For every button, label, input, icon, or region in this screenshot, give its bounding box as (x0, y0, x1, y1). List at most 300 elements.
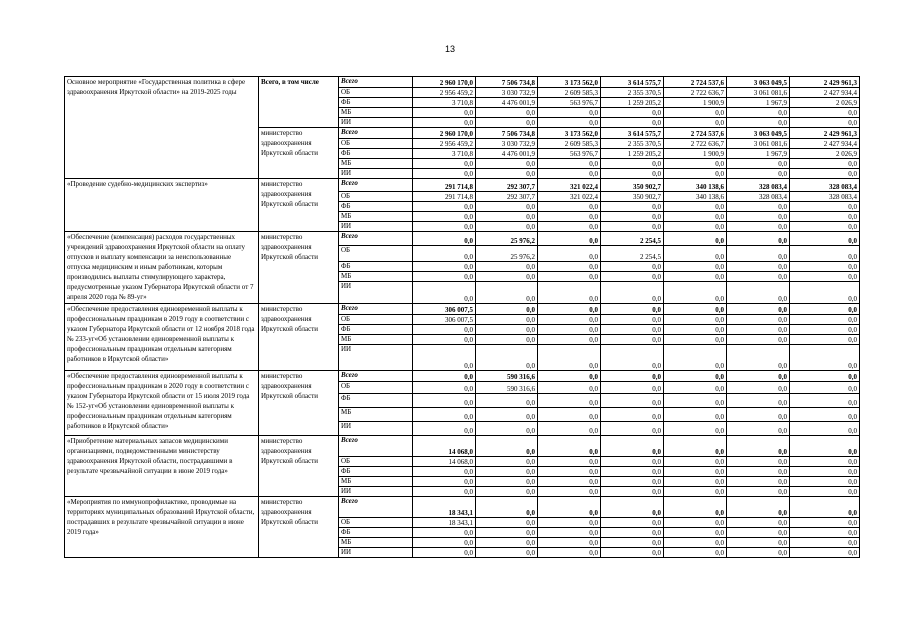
amount-cell: 3 173 562,0 (538, 128, 601, 139)
amount-cell: 0,0 (727, 538, 790, 548)
amount-cell: 0,0 (601, 202, 664, 212)
amount-cell: 0,0 (476, 422, 538, 436)
amount-cell: 0,0 (664, 232, 727, 246)
funding-source: ФБ (339, 325, 413, 335)
funding-source: МБ (339, 159, 413, 169)
amount-cell: 0,0 (413, 487, 476, 497)
amount-cell: 0,0 (413, 169, 476, 179)
table-row (65, 77, 860, 88)
amount-cell: 0,0 (601, 436, 664, 457)
executor-cell: министерство здравоохранения Иркутской области (259, 179, 339, 232)
amount-cell: 0,0 (538, 325, 601, 335)
amount-cell: 0,0 (476, 548, 538, 558)
amount-cell: 0,0 (538, 335, 601, 345)
amount-cell: 0,0 (664, 272, 727, 282)
amount-cell: 0,0 (790, 518, 860, 528)
amount-cell: 0,0 (727, 422, 790, 436)
amount-cell: 0,0 (413, 538, 476, 548)
amount-cell: 3 063 049,5 (727, 128, 790, 139)
amount-cell: 0,0 (664, 282, 727, 304)
amount-cell: 0,0 (476, 159, 538, 169)
amount-cell: 321 022,4 (538, 192, 601, 202)
amount-cell: 0,0 (413, 477, 476, 487)
amount-cell: 0,0 (790, 457, 860, 467)
amount-cell: 0,0 (538, 282, 601, 304)
amount-cell: 2 254,5 (601, 246, 664, 262)
amount-cell: 2 960 170,0 (413, 128, 476, 139)
amount-cell: 0,0 (538, 304, 601, 315)
amount-cell: 0,0 (727, 548, 790, 558)
amount-cell: 1 900,9 (664, 149, 727, 159)
amount-cell: 0,0 (790, 272, 860, 282)
table-row (65, 179, 860, 192)
amount-cell: 0,0 (538, 222, 601, 232)
funding-source: МБ (339, 272, 413, 282)
amount-cell: 0,0 (476, 272, 538, 282)
amount-cell: 0,0 (727, 108, 790, 118)
amount-cell: 0,0 (664, 497, 727, 518)
amount-cell: 292 307,7 (476, 179, 538, 192)
amount-cell: 0,0 (476, 212, 538, 222)
amount-cell: 0,0 (790, 467, 860, 477)
amount-cell: 0,0 (413, 202, 476, 212)
amount-cell: 0,0 (727, 222, 790, 232)
amount-cell: 2 429 961,3 (790, 77, 860, 88)
amount-cell: 0,0 (664, 304, 727, 315)
amount-cell: 0,0 (413, 422, 476, 436)
amount-cell: 25 976,2 (476, 232, 538, 246)
amount-cell: 0,0 (664, 108, 727, 118)
amount-cell: 0,0 (476, 467, 538, 477)
amount-cell: 0,0 (476, 477, 538, 487)
funding-source: ОБ (339, 315, 413, 325)
amount-cell: 3 063 049,5 (727, 77, 790, 88)
amount-cell: 4 476 001,9 (476, 98, 538, 108)
amount-cell: 0,0 (790, 477, 860, 487)
amount-cell: 0,0 (413, 345, 476, 371)
amount-cell: 0,0 (727, 202, 790, 212)
amount-cell: 0,0 (476, 538, 538, 548)
amount-cell: 0,0 (790, 232, 860, 246)
amount-cell: 0,0 (601, 394, 664, 408)
table-row (65, 232, 860, 246)
amount-cell: 0,0 (727, 457, 790, 467)
amount-cell: 7 506 734,8 (476, 128, 538, 139)
executor-cell: министерство здравоохранения Иркутской области (259, 128, 339, 179)
amount-cell: 2 956 459,2 (413, 139, 476, 149)
amount-cell: 0,0 (727, 436, 790, 457)
amount-cell: 0,0 (538, 528, 601, 538)
amount-cell: 0,0 (664, 159, 727, 169)
funding-source: ОБ (339, 139, 413, 149)
amount-cell: 0,0 (790, 246, 860, 262)
amount-cell: 0,0 (476, 202, 538, 212)
amount-cell: 0,0 (413, 282, 476, 304)
amount-cell: 0,0 (727, 371, 790, 382)
amount-cell: 0,0 (664, 436, 727, 457)
funding-source: ОБ (339, 192, 413, 202)
amount-cell: 0,0 (538, 202, 601, 212)
amount-cell: 0,0 (538, 457, 601, 467)
amount-cell: 0,0 (413, 408, 476, 422)
amount-cell: 0,0 (664, 528, 727, 538)
amount-cell: 0,0 (727, 467, 790, 477)
table-row (65, 436, 860, 457)
amount-cell: 0,0 (538, 315, 601, 325)
amount-cell: 0,0 (601, 408, 664, 422)
amount-cell: 0,0 (538, 477, 601, 487)
amount-cell: 2 724 537,6 (664, 77, 727, 88)
amount-cell: 0,0 (538, 246, 601, 262)
amount-cell: 0,0 (601, 345, 664, 371)
amount-cell: 0,0 (790, 222, 860, 232)
amount-cell: 3 173 562,0 (538, 77, 601, 88)
amount-cell: 0,0 (538, 382, 601, 394)
amount-cell: 1 900,9 (664, 98, 727, 108)
amount-cell: 0,0 (790, 335, 860, 345)
amount-cell: 3 030 732,9 (476, 88, 538, 98)
amount-cell: 2 427 934,4 (790, 88, 860, 98)
amount-cell: 0,0 (601, 335, 664, 345)
funding-source: Всего (339, 128, 413, 139)
amount-cell: 0,0 (538, 436, 601, 457)
budget-body (65, 77, 860, 558)
amount-cell: 0,0 (664, 382, 727, 394)
amount-cell: 0,0 (538, 408, 601, 422)
amount-cell: 0,0 (601, 159, 664, 169)
amount-cell: 563 976,7 (538, 98, 601, 108)
amount-cell: 2 355 370,5 (601, 88, 664, 98)
amount-cell: 0,0 (601, 222, 664, 232)
amount-cell: 0,0 (476, 436, 538, 457)
funding-source: ОБ (339, 88, 413, 98)
amount-cell: 0,0 (601, 108, 664, 118)
amount-cell: 3 061 081,6 (727, 88, 790, 98)
amount-cell: 3 710,8 (413, 98, 476, 108)
amount-cell: 0,0 (601, 304, 664, 315)
amount-cell: 340 138,6 (664, 179, 727, 192)
amount-cell: 0,0 (790, 371, 860, 382)
amount-cell: 0,0 (601, 262, 664, 272)
amount-cell: 0,0 (476, 335, 538, 345)
amount-cell: 590 316,6 (476, 382, 538, 394)
amount-cell: 0,0 (664, 222, 727, 232)
amount-cell: 0,0 (476, 304, 538, 315)
amount-cell: 0,0 (790, 118, 860, 128)
amount-cell: 0,0 (727, 394, 790, 408)
amount-cell: 0,0 (476, 528, 538, 538)
amount-cell: 291 714,8 (413, 192, 476, 202)
amount-cell: 2 609 585,3 (538, 139, 601, 149)
amount-cell: 0,0 (664, 371, 727, 382)
funding-source: ФБ (339, 528, 413, 538)
amount-cell: 2 254,5 (601, 232, 664, 246)
amount-cell: 0,0 (538, 262, 601, 272)
amount-cell: 0,0 (664, 262, 727, 272)
amount-cell: 2 026,9 (790, 149, 860, 159)
measure-title: «Приобретение материальных запасов медицинскими организациями, подведомственными министерству здравоохранения Иркутской области, пострадавшими в результате чрезвычайной ситуации в июне 2019 года» (65, 436, 259, 497)
amount-cell: 0,0 (790, 382, 860, 394)
amount-cell: 2 429 961,3 (790, 128, 860, 139)
amount-cell: 0,0 (727, 315, 790, 325)
funding-source: МБ (339, 477, 413, 487)
funding-source: ФБ (339, 202, 413, 212)
amount-cell: 1 259 205,2 (601, 149, 664, 159)
amount-cell: 0,0 (601, 518, 664, 528)
amount-cell: 0,0 (790, 262, 860, 272)
amount-cell: 0,0 (476, 394, 538, 408)
amount-cell: 0,0 (413, 212, 476, 222)
amount-cell: 0,0 (538, 159, 601, 169)
amount-cell: 2 427 934,4 (790, 139, 860, 149)
amount-cell: 306 007,5 (413, 315, 476, 325)
amount-cell: 0,0 (538, 467, 601, 477)
amount-cell: 0,0 (664, 477, 727, 487)
amount-cell: 0,0 (413, 262, 476, 272)
table-row (65, 497, 860, 518)
amount-cell: 291 714,8 (413, 179, 476, 192)
amount-cell: 0,0 (727, 246, 790, 262)
amount-cell: 18 343,1 (413, 518, 476, 528)
amount-cell: 0,0 (601, 325, 664, 335)
amount-cell: 2 956 459,2 (413, 88, 476, 98)
measure-title: «Мероприятия по иммунопрофилактике, проводимые на территориях муниципальных образований Иркутской области, пострадавших в результате чрезвычайной ситуации в июне 2019 года» (65, 497, 259, 558)
funding-source: Всего (339, 232, 413, 246)
amount-cell: 0,0 (790, 304, 860, 315)
table-row (65, 371, 860, 382)
funding-source: Всего (339, 371, 413, 382)
amount-cell: 0,0 (727, 497, 790, 518)
funding-source: ФБ (339, 394, 413, 408)
funding-source: МБ (339, 335, 413, 345)
amount-cell: 0,0 (601, 169, 664, 179)
measure-title: «Проведение судебно-медицинских экспертиз» (65, 179, 259, 232)
page-number: 13 (444, 44, 455, 54)
amount-cell: 0,0 (790, 497, 860, 518)
funding-source: ФБ (339, 98, 413, 108)
amount-cell: 0,0 (664, 457, 727, 467)
amount-cell: 0,0 (413, 159, 476, 169)
funding-source: Всего (339, 77, 413, 88)
amount-cell: 0,0 (601, 457, 664, 467)
amount-cell: 0,0 (727, 408, 790, 422)
amount-cell: 0,0 (413, 335, 476, 345)
amount-cell: 0,0 (727, 487, 790, 497)
amount-cell: 350 902,7 (601, 192, 664, 202)
funding-source: ФБ (339, 467, 413, 477)
amount-cell: 0,0 (727, 477, 790, 487)
amount-cell: 0,0 (727, 304, 790, 315)
amount-cell: 0,0 (476, 408, 538, 422)
funding-source: ФБ (339, 262, 413, 272)
amount-cell: 0,0 (601, 282, 664, 304)
amount-cell: 3 030 732,9 (476, 139, 538, 149)
amount-cell: 0,0 (476, 315, 538, 325)
amount-cell: 0,0 (727, 212, 790, 222)
amount-cell: 0,0 (664, 345, 727, 371)
amount-cell: 0,0 (790, 548, 860, 558)
amount-cell: 0,0 (664, 169, 727, 179)
amount-cell: 0,0 (664, 246, 727, 262)
executor-cell: министерство здравоохранения Иркутской области (259, 304, 339, 371)
funding-source: ОБ (339, 246, 413, 262)
executor-cell: Всего, в том числе (259, 77, 339, 128)
budget-table (64, 76, 860, 558)
amount-cell: 0,0 (790, 108, 860, 118)
amount-cell: 0,0 (790, 282, 860, 304)
amount-cell: 0,0 (601, 477, 664, 487)
amount-cell: 0,0 (476, 457, 538, 467)
amount-cell: 0,0 (413, 222, 476, 232)
amount-cell: 321 022,4 (538, 179, 601, 192)
measure-title: «Обеспечение предоставления единовременной выплаты к профессиональным праздникам в 2020 году в соответствии с указом Губернатора Иркутской области от 15 июля 2019 года № 152-уг«Об установлении единовременной выплаты к профессиональным праздникам отдельным категориям работников в Иркутской области» (65, 371, 259, 436)
amount-cell: 1 967,9 (727, 98, 790, 108)
amount-cell: 340 138,6 (664, 192, 727, 202)
amount-cell: 1 967,9 (727, 149, 790, 159)
amount-cell: 0,0 (538, 272, 601, 282)
amount-cell: 4 476 001,9 (476, 149, 538, 159)
amount-cell: 3 061 081,6 (727, 139, 790, 149)
amount-cell: 0,0 (664, 394, 727, 408)
amount-cell: 0,0 (790, 202, 860, 212)
amount-cell: 0,0 (727, 169, 790, 179)
amount-cell: 0,0 (476, 118, 538, 128)
amount-cell: 0,0 (476, 108, 538, 118)
amount-cell: 0,0 (413, 118, 476, 128)
amount-cell: 0,0 (538, 169, 601, 179)
funding-source: Всего (339, 436, 413, 457)
amount-cell: 0,0 (727, 325, 790, 335)
funding-source: Всего (339, 179, 413, 192)
amount-cell: 0,0 (790, 408, 860, 422)
amount-cell: 2 355 370,5 (601, 139, 664, 149)
amount-cell: 0,0 (476, 497, 538, 518)
amount-cell: 0,0 (601, 272, 664, 282)
amount-cell: 0,0 (790, 212, 860, 222)
amount-cell: 0,0 (664, 467, 727, 477)
amount-cell: 0,0 (538, 108, 601, 118)
amount-cell: 0,0 (538, 538, 601, 548)
amount-cell: 0,0 (727, 345, 790, 371)
amount-cell: 0,0 (601, 371, 664, 382)
amount-cell: 0,0 (664, 202, 727, 212)
amount-cell: 0,0 (664, 212, 727, 222)
amount-cell: 2 609 585,3 (538, 88, 601, 98)
amount-cell: 0,0 (538, 118, 601, 128)
amount-cell: 0,0 (538, 371, 601, 382)
amount-cell: 7 506 734,8 (476, 77, 538, 88)
amount-cell: 3 614 575,7 (601, 77, 664, 88)
amount-cell: 0,0 (727, 159, 790, 169)
amount-cell: 0,0 (413, 548, 476, 558)
funding-source: МБ (339, 212, 413, 222)
amount-cell: 0,0 (790, 325, 860, 335)
amount-cell: 0,0 (476, 282, 538, 304)
amount-cell: 0,0 (476, 518, 538, 528)
amount-cell: 0,0 (664, 487, 727, 497)
amount-cell: 0,0 (601, 528, 664, 538)
funding-source: ИИ (339, 118, 413, 128)
amount-cell: 0,0 (413, 528, 476, 538)
amount-cell: 306 007,5 (413, 304, 476, 315)
amount-cell: 0,0 (413, 382, 476, 394)
amount-cell: 0,0 (727, 528, 790, 538)
amount-cell: 0,0 (664, 408, 727, 422)
amount-cell: 0,0 (790, 487, 860, 497)
amount-cell: 2 722 636,7 (664, 88, 727, 98)
amount-cell: 328 083,4 (790, 192, 860, 202)
amount-cell: 0,0 (664, 422, 727, 436)
funding-source: ИИ (339, 345, 413, 371)
amount-cell: 292 307,7 (476, 192, 538, 202)
amount-cell: 0,0 (413, 325, 476, 335)
amount-cell: 0,0 (664, 518, 727, 528)
amount-cell: 0,0 (664, 118, 727, 128)
funding-source: МБ (339, 538, 413, 548)
amount-cell: 0,0 (476, 345, 538, 371)
funding-source: ИИ (339, 282, 413, 304)
funding-source: ОБ (339, 382, 413, 394)
amount-cell: 0,0 (476, 262, 538, 272)
amount-cell: 0,0 (413, 246, 476, 262)
funding-source: ОБ (339, 518, 413, 528)
amount-cell: 0,0 (727, 518, 790, 528)
amount-cell: 0,0 (601, 497, 664, 518)
amount-cell: 0,0 (538, 518, 601, 528)
amount-cell: 18 343,1 (413, 497, 476, 518)
funding-source: ИИ (339, 487, 413, 497)
amount-cell: 0,0 (790, 345, 860, 371)
amount-cell: 0,0 (538, 422, 601, 436)
amount-cell: 3 710,8 (413, 149, 476, 159)
amount-cell: 0,0 (476, 169, 538, 179)
amount-cell: 0,0 (727, 118, 790, 128)
amount-cell: 0,0 (601, 315, 664, 325)
amount-cell: 2 960 170,0 (413, 77, 476, 88)
amount-cell: 0,0 (790, 394, 860, 408)
amount-cell: 0,0 (601, 118, 664, 128)
amount-cell: 0,0 (413, 108, 476, 118)
table-row (65, 304, 860, 315)
amount-cell: 0,0 (538, 212, 601, 222)
amount-cell: 0,0 (601, 212, 664, 222)
funding-source: ИИ (339, 548, 413, 558)
amount-cell: 0,0 (727, 272, 790, 282)
funding-source: ФБ (339, 149, 413, 159)
amount-cell: 2 722 636,7 (664, 139, 727, 149)
amount-cell: 0,0 (790, 528, 860, 538)
amount-cell: 0,0 (790, 169, 860, 179)
amount-cell: 328 083,4 (790, 179, 860, 192)
amount-cell: 0,0 (601, 538, 664, 548)
amount-cell: 328 083,4 (727, 192, 790, 202)
amount-cell: 25 976,2 (476, 246, 538, 262)
amount-cell: 0,0 (790, 422, 860, 436)
amount-cell: 0,0 (538, 232, 601, 246)
amount-cell: 0,0 (790, 315, 860, 325)
amount-cell: 0,0 (664, 548, 727, 558)
amount-cell: 0,0 (476, 222, 538, 232)
amount-cell: 0,0 (790, 436, 860, 457)
funding-source: ОБ (339, 457, 413, 467)
executor-cell: министерство здравоохранения Иркутской области (259, 232, 339, 304)
amount-cell: 350 902,7 (601, 179, 664, 192)
amount-cell: 0,0 (664, 325, 727, 335)
amount-cell: 0,0 (413, 394, 476, 408)
amount-cell: 590 316,6 (476, 371, 538, 382)
amount-cell: 0,0 (664, 335, 727, 345)
executor-cell: министерство здравоохранения Иркутской области (259, 371, 339, 436)
